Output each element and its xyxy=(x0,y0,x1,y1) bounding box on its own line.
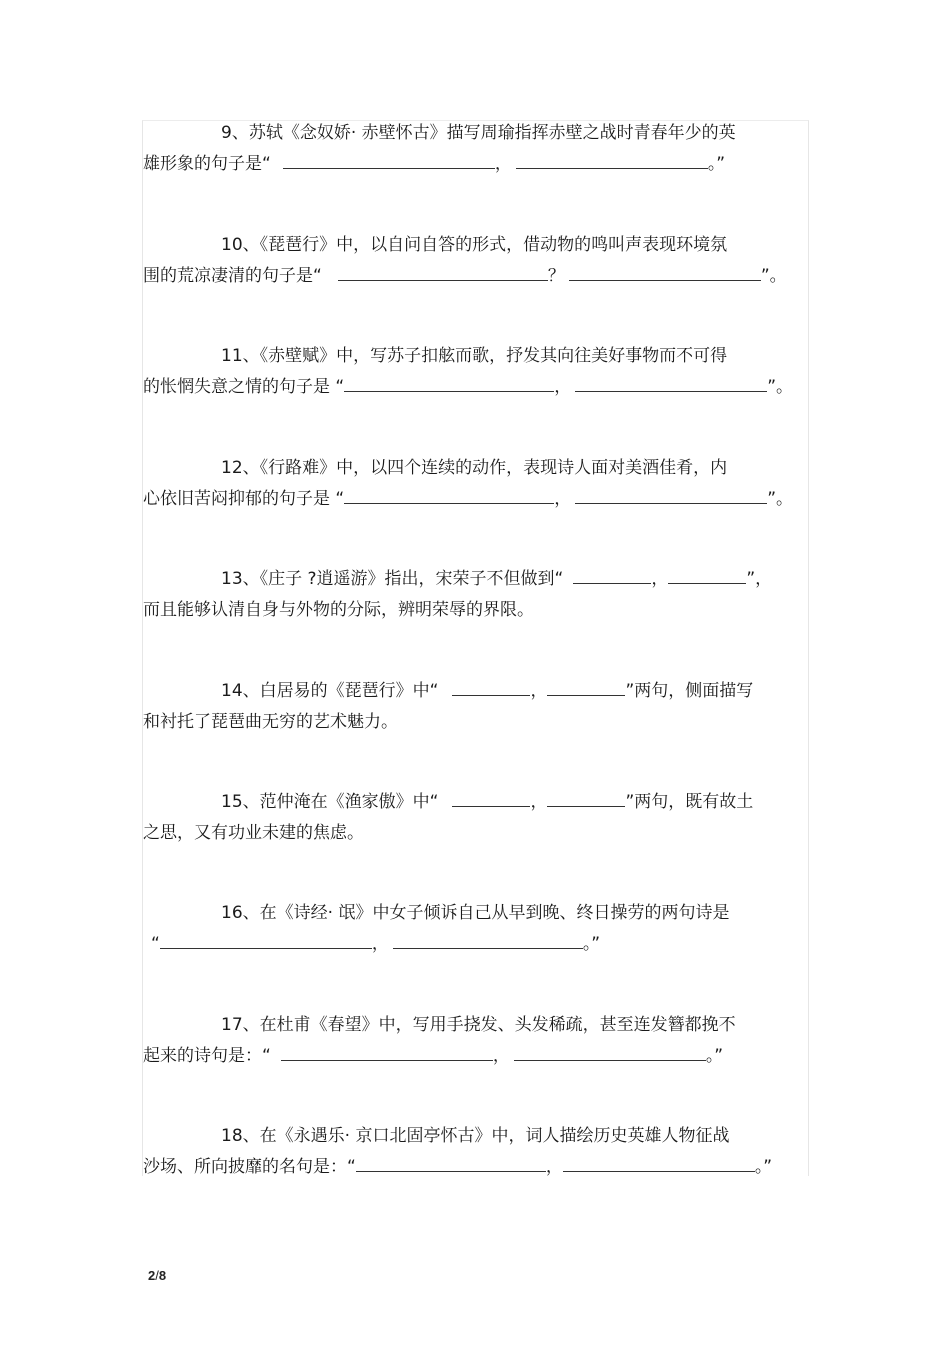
question-text: ”， xyxy=(746,569,773,589)
question-text: 之思，又有功业未建的焦虑。 xyxy=(143,823,364,843)
separator: ， xyxy=(554,377,572,397)
question-text: 和衬托了琵琶曲无穷的艺术魅力。 xyxy=(143,712,398,732)
answer-blank[interactable] xyxy=(575,485,767,504)
closing-mark: ”。 xyxy=(767,377,794,397)
question-text: 17、在杜甫《春望》中，写用手挠发、头发稀疏，甚至连发簪都挽不 xyxy=(221,1015,736,1035)
answer-blank[interactable] xyxy=(575,373,767,392)
answer-blank[interactable] xyxy=(563,1153,755,1172)
answer-blank[interactable] xyxy=(514,1042,706,1061)
closing-mark: ”。 xyxy=(767,489,794,509)
page-separator: / xyxy=(155,1268,159,1283)
question-text: 15、范仲淹在《渔家傲》中“ xyxy=(221,792,439,812)
question-14 xyxy=(143,676,808,738)
answer-blank[interactable] xyxy=(160,930,372,949)
separator: ， xyxy=(651,569,669,589)
answer-blank[interactable] xyxy=(344,373,554,392)
question-text: 10、《琵琶行》中，以自问自答的形式，借动物的鸣叫声表现环境氛 xyxy=(221,235,728,255)
question-9 xyxy=(143,118,808,180)
answer-blank[interactable] xyxy=(344,485,554,504)
page-total: 8 xyxy=(158,1268,167,1283)
separator: ， xyxy=(530,792,548,812)
question-12 xyxy=(143,453,808,515)
answer-blank[interactable] xyxy=(452,677,530,696)
answer-blank[interactable] xyxy=(283,150,495,169)
question-15 xyxy=(143,787,808,849)
separator: ， xyxy=(494,154,512,174)
answer-blank[interactable] xyxy=(393,930,583,949)
question-text: 心依旧苦闷抑郁的句子是 “ xyxy=(143,489,345,509)
question-text: 16、在《诗经· 氓》中女子倾诉自己从早到晚、终日操劳的两句诗是 xyxy=(221,903,730,923)
answer-blank[interactable] xyxy=(452,788,530,807)
question-text: 而且能够认清自身与外物的分际，辨明荣辱的界限。 xyxy=(143,600,534,620)
answer-blank[interactable] xyxy=(356,1153,546,1172)
page-current: 2 xyxy=(148,1268,156,1283)
question-text: 起来的诗句是：“ xyxy=(143,1046,271,1066)
answer-blank[interactable] xyxy=(516,150,708,169)
separator: ？ xyxy=(547,266,565,286)
separator: ， xyxy=(371,934,389,954)
answer-blank[interactable] xyxy=(569,262,761,281)
separator: ， xyxy=(554,489,572,509)
question-11 xyxy=(143,341,808,403)
question-text: 14、白居易的《琵琶行》中“ xyxy=(221,681,439,701)
closing-mark: 。” xyxy=(705,1046,724,1066)
question-text: 9、苏轼《念奴娇· 赤壁怀古》描写周瑜指挥赤壁之战时青春年少的英 xyxy=(221,123,736,143)
separator: ， xyxy=(492,1046,510,1066)
question-text: 雄形象的句子是“ xyxy=(143,154,271,174)
question-13 xyxy=(143,564,808,626)
question-text: 13、《庄子 ?逍遥游》指出，宋荣子不但做到“ xyxy=(221,569,564,589)
question-text: ”两句，侧面描写 xyxy=(625,681,754,701)
question-text: 18、在《永遇乐· 京口北固亭怀古》中，词人描绘历史英雄人物征战 xyxy=(221,1126,730,1146)
question-text: 12、《行路难》中，以四个连续的动作，表现诗人面对美酒佳肴，内 xyxy=(221,458,728,478)
closing-mark: 。” xyxy=(707,154,726,174)
question-17 xyxy=(143,1010,808,1072)
answer-blank[interactable] xyxy=(338,262,548,281)
question-16 xyxy=(143,898,808,960)
page-number xyxy=(148,1268,166,1283)
closing-mark: ”。 xyxy=(760,266,787,286)
question-text: 沙场、所向披靡的名句是：“ xyxy=(143,1157,356,1177)
question-text: ”两句，既有故土 xyxy=(625,792,754,812)
question-18 xyxy=(143,1121,808,1183)
question-text: 的怅惘失意之情的句子是 “ xyxy=(143,377,345,397)
question-text: 11、《赤壁赋》中，写苏子扣舷而歌，抒发其向往美好事物而不可得 xyxy=(221,346,728,366)
separator: ， xyxy=(545,1157,563,1177)
answer-blank[interactable] xyxy=(668,565,746,584)
closing-mark: 。” xyxy=(582,934,601,954)
closing-mark: 。” xyxy=(754,1157,773,1177)
question-text: 围的荒凉凄清的句子是“ xyxy=(143,266,322,286)
answer-blank[interactable] xyxy=(547,677,625,696)
question-10 xyxy=(143,230,808,292)
question-text: “ xyxy=(151,934,160,954)
answer-blank[interactable] xyxy=(573,565,651,584)
answer-blank[interactable] xyxy=(547,788,625,807)
separator: ， xyxy=(530,681,548,701)
answer-blank[interactable] xyxy=(281,1042,493,1061)
